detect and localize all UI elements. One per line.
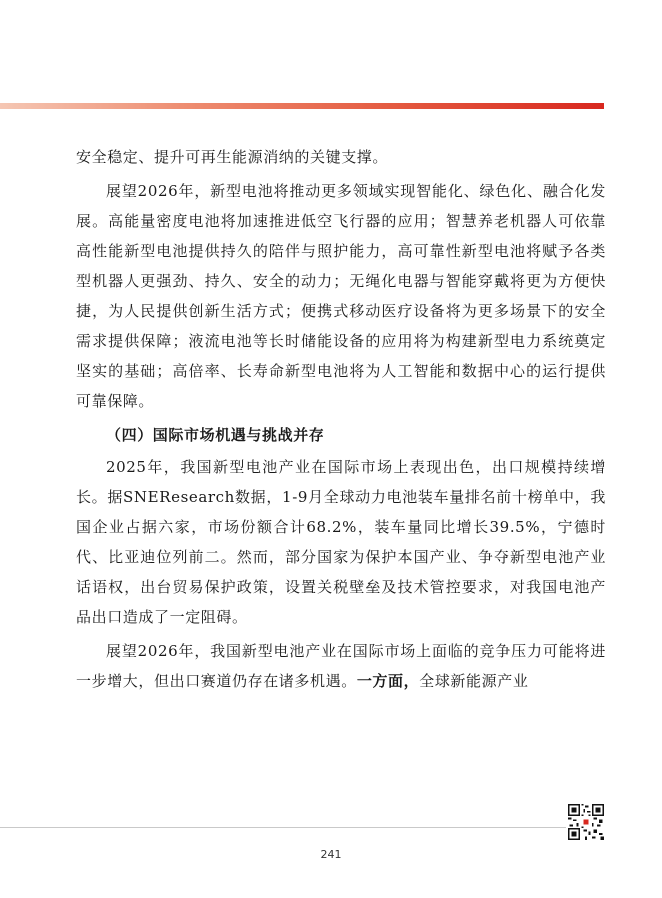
page-number: 241 [320,848,342,861]
export-outlook-text: 展望2026年，我国新型电池产业在国际市场上面临的竞争压力可能将进一步增大，但出口赛道仍存在诸多机遇。 [76,642,606,690]
qr-code-icon [568,804,604,840]
paragraph-export-outlook [76,636,606,696]
emphasis-on-one-hand: 一方面， [356,672,420,690]
document-body [76,142,606,700]
paragraph-outlook-2026: 展望2026年，新型电池将推动更多领域实现智能化、绿色化、融合化发展。高能量密度电池将加速推进低空飞行器的应用；智慧养老机器人可依靠高性能新型电池提供持久的陪伴与照护能力，高可靠性新型电池将赋予各类型机器人更强劲、持久、安全的动力；无绳化电器与智能穿戴将更为方便快捷，为人民提供创新生活方式；便携式移动医疗设备将为更多场景下的安全需求提供保障；液流电池等长时储能设备的应用将为构建新型电力系统奠定坚实的基础；高倍率、长寿命新型电池将为人工智能和数据中心的运行提供可靠保障。 [76,182,606,410]
paragraph-continuation: 安全稳定、提升可再生能源消纳的关键支撑。 [76,148,389,166]
footer-divider [0,827,566,828]
section-heading: （四）国际市场机遇与挑战并存 [106,426,325,444]
header-accent-bar [0,103,604,109]
export-outlook-continuation: 全球新能源产业 [419,672,529,690]
paragraph-international-market: 2025年，我国新型电池产业在国际市场上表现出色，出口规模持续增长。据SNEResearch数据，1-9月全球动力电池装车量排名前十榜单中，我国企业占据六家，市场份额合计68.2%，装车量同比增长39.5%，宁德时代、比亚迪位列前二。然而，部分国家为保护本国产业、争夺新型电池产业话语权，出台贸易保护政策，设置关税壁垒及技术管控要求，对我国电池产品出口造成了一定阻碍。 [76,458,606,626]
